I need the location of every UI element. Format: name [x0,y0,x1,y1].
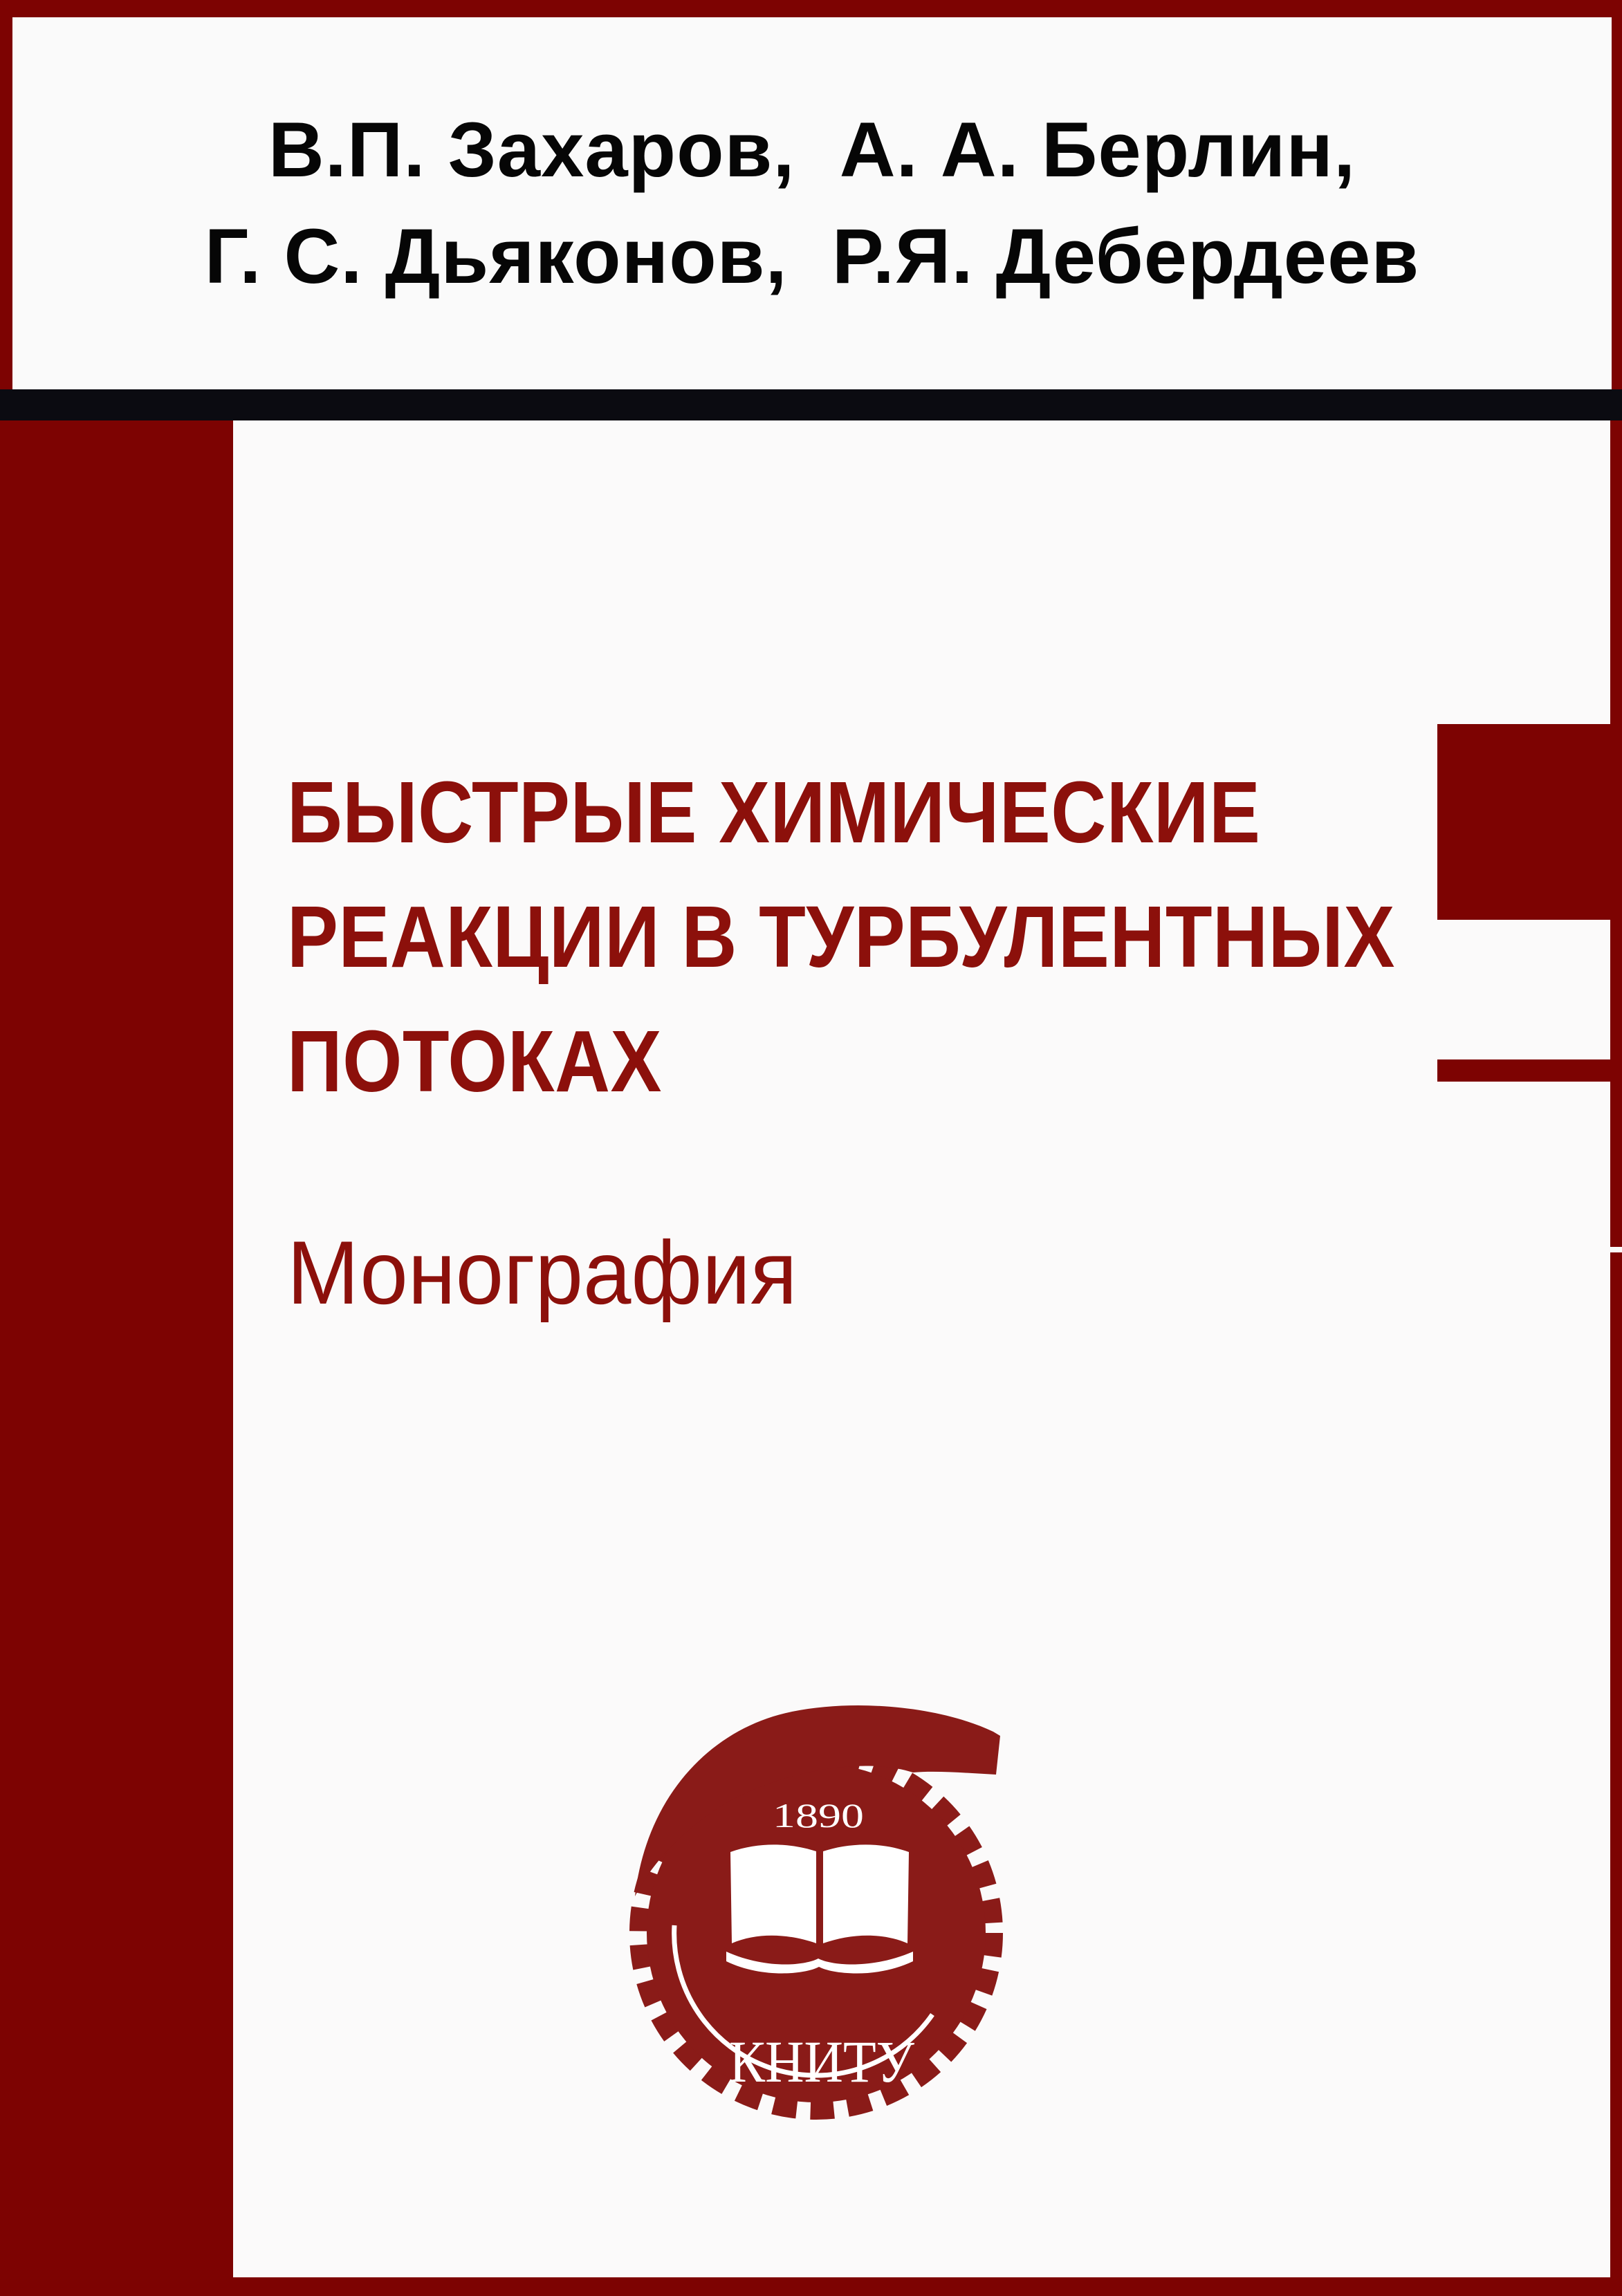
right-accent-bar [1437,1059,1622,1082]
top-border [0,0,1622,17]
author-box [12,17,1612,389]
header-left-border [0,17,12,389]
title-line-3: ПОТОКАХ [287,1012,662,1110]
title-line-2: РЕАКЦИИ В ТУРБУЛЕНТНЫХ [287,888,1395,985]
left-border-column [0,420,233,2296]
right-accent-block [1437,724,1622,920]
title-line-1: БЫСТРЫЕ ХИМИЧЕСКИЕ [287,763,1261,861]
divider-band [0,389,1622,420]
author-line-2: Г. С. Дьяконов, Р.Я. Дебердеев [204,213,1420,299]
subtitle: Монография [287,1222,798,1323]
university-logo [609,1646,1038,2130]
university-acronym-label: КНИТУ [729,2028,915,2095]
right-edge-strip-lower [1610,1252,1622,2296]
bottom-border [0,2277,1622,2296]
header-right-border [1612,17,1622,389]
founding-year-label: 1890 [773,1796,864,1835]
author-line-1: В.П. Захаров, А. А. Берлин, [268,107,1356,193]
